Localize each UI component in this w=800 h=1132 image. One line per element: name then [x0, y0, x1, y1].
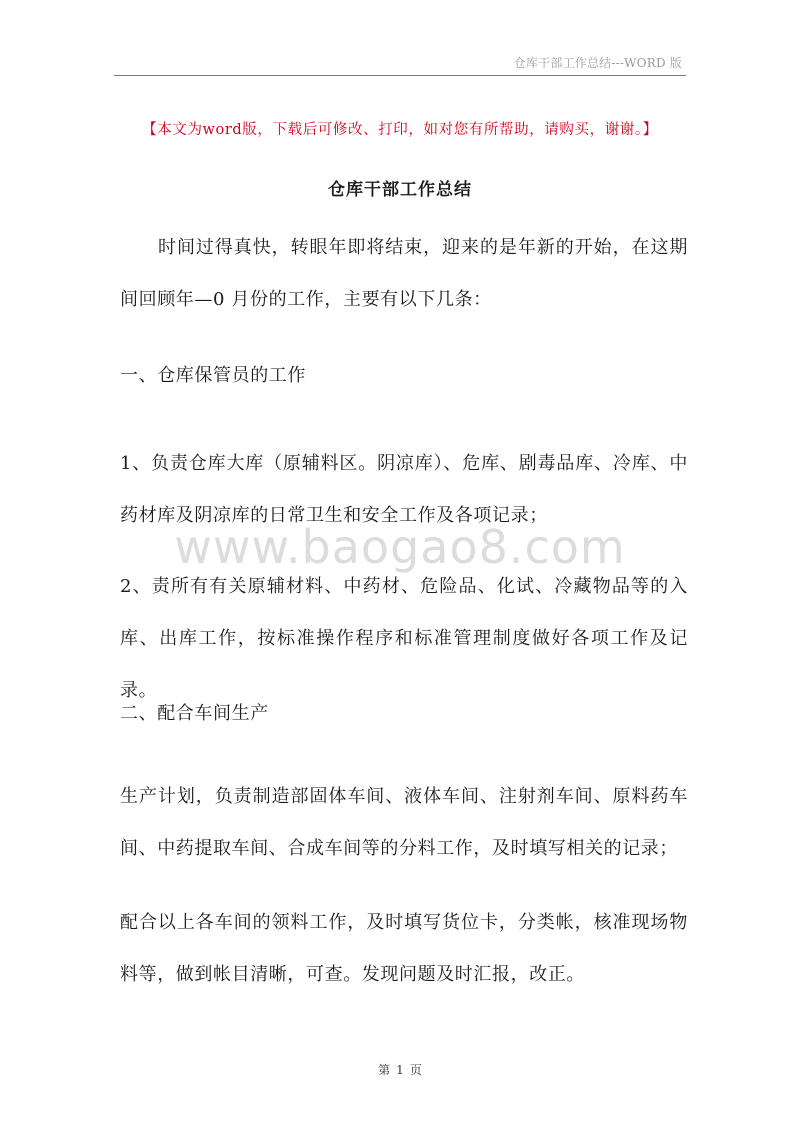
section-2-paragraph-2: 配合以上各车间的领料工作，及时填写货位卡，分类帐，核准现场物料等，做到帐目清晰，可查。发现问题及时汇报，改正。 [120, 912, 688, 985]
page-footer [0, 1061, 800, 1078]
footer-prefix: 第 [378, 1063, 391, 1077]
download-notice: 【本文为word版，下载后可修改、打印，如对您有所帮助，请购买，谢谢。】 [142, 122, 658, 138]
section-1-item-2: 2、责所有有关原辅材料、中药材、危险品、化试、冷藏物品等的入库、出库工作，按标准操作程序和标准管理制度做好各项工作及记录。 [120, 576, 688, 701]
section-2-paragraph-1: 生产计划，负责制造部固体车间、液体车间、注射剂车间、原料药车间、中药提取车间、合成车间等的分料工作，及时填写相关的记录； [120, 786, 688, 859]
intro-paragraph: 时间过得真快，转眼年即将结束，迎来的是年新的开始，在这期间回顾年—0 月份的工作，主要有以下几条： [120, 237, 688, 310]
section-1-heading: 一、仓库保管员的工作 [120, 365, 306, 386]
watermark: www.baogao8.com [174, 520, 626, 574]
running-header: 仓库干部工作总结---WORD 版 [513, 56, 682, 70]
section-1-item-1: 1、负责仓库大库（原辅料区。阴凉库）、危库、剧毒品库、冷库、中药材库及阴凉库的日常卫生和安全工作及各项记录； [120, 453, 688, 526]
footer-suffix: 页 [409, 1063, 422, 1077]
header-divider [114, 75, 686, 76]
section-2-heading: 二、配合车间生产 [120, 703, 269, 724]
document-title: 仓库干部工作总结 [328, 180, 472, 200]
page-number: 1 [396, 1063, 404, 1077]
